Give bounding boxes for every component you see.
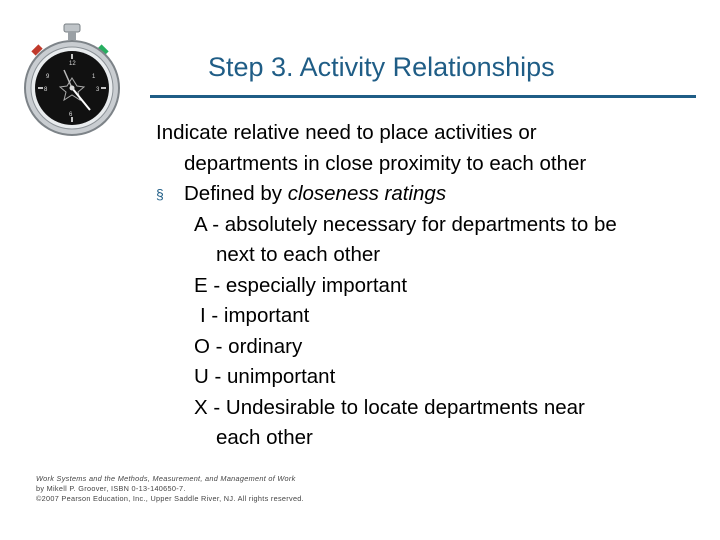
intro-line-1: Indicate relative need to place activities or bbox=[156, 121, 537, 144]
stopwatch-icon bbox=[22, 22, 122, 142]
bullet-text-emphasis: closeness ratings bbox=[287, 182, 447, 205]
svg-text:6: 6 bbox=[69, 112, 73, 118]
intro-line-2: departments in close proximity to each other bbox=[184, 151, 587, 175]
rating-a-line-2: next to each other bbox=[216, 243, 381, 266]
bullet-marker: § bbox=[156, 186, 164, 202]
copyright-footer bbox=[36, 474, 304, 504]
footer-author: by Mikell P. Groover, ISBN 0-13-140650-7. bbox=[36, 484, 186, 493]
svg-text:3: 3 bbox=[96, 87, 100, 93]
title-divider bbox=[150, 95, 696, 98]
rating-e: E - especially important bbox=[194, 273, 408, 297]
svg-text:9: 9 bbox=[46, 74, 50, 80]
footer-book-title: Work Systems and the Methods, Measurement, and Management of Work bbox=[36, 474, 296, 483]
rating-i: I - important bbox=[200, 304, 310, 327]
svg-text:12: 12 bbox=[69, 61, 76, 67]
bullet-text-prefix: Defined by bbox=[184, 182, 288, 205]
closeness-bullet bbox=[156, 179, 706, 210]
footer-copyright: ©2007 Pearson Education, Inc., Upper Saddle River, NJ. All rights reserved. bbox=[36, 494, 304, 503]
rating-u: U - unimportant bbox=[194, 365, 336, 388]
rating-x-line-2: each other bbox=[216, 426, 313, 449]
rating-o: O - ordinary bbox=[194, 334, 303, 358]
svg-text:8: 8 bbox=[44, 87, 48, 93]
rating-x-line-1: X - Undesirable to locate departments near bbox=[194, 395, 585, 419]
slide-body bbox=[156, 118, 706, 454]
svg-text:1: 1 bbox=[92, 74, 96, 80]
slide-title: Step 3. Activity Relationships bbox=[208, 52, 555, 82]
rating-a-line-1: A - absolutely necessary for departments to be bbox=[194, 212, 617, 236]
